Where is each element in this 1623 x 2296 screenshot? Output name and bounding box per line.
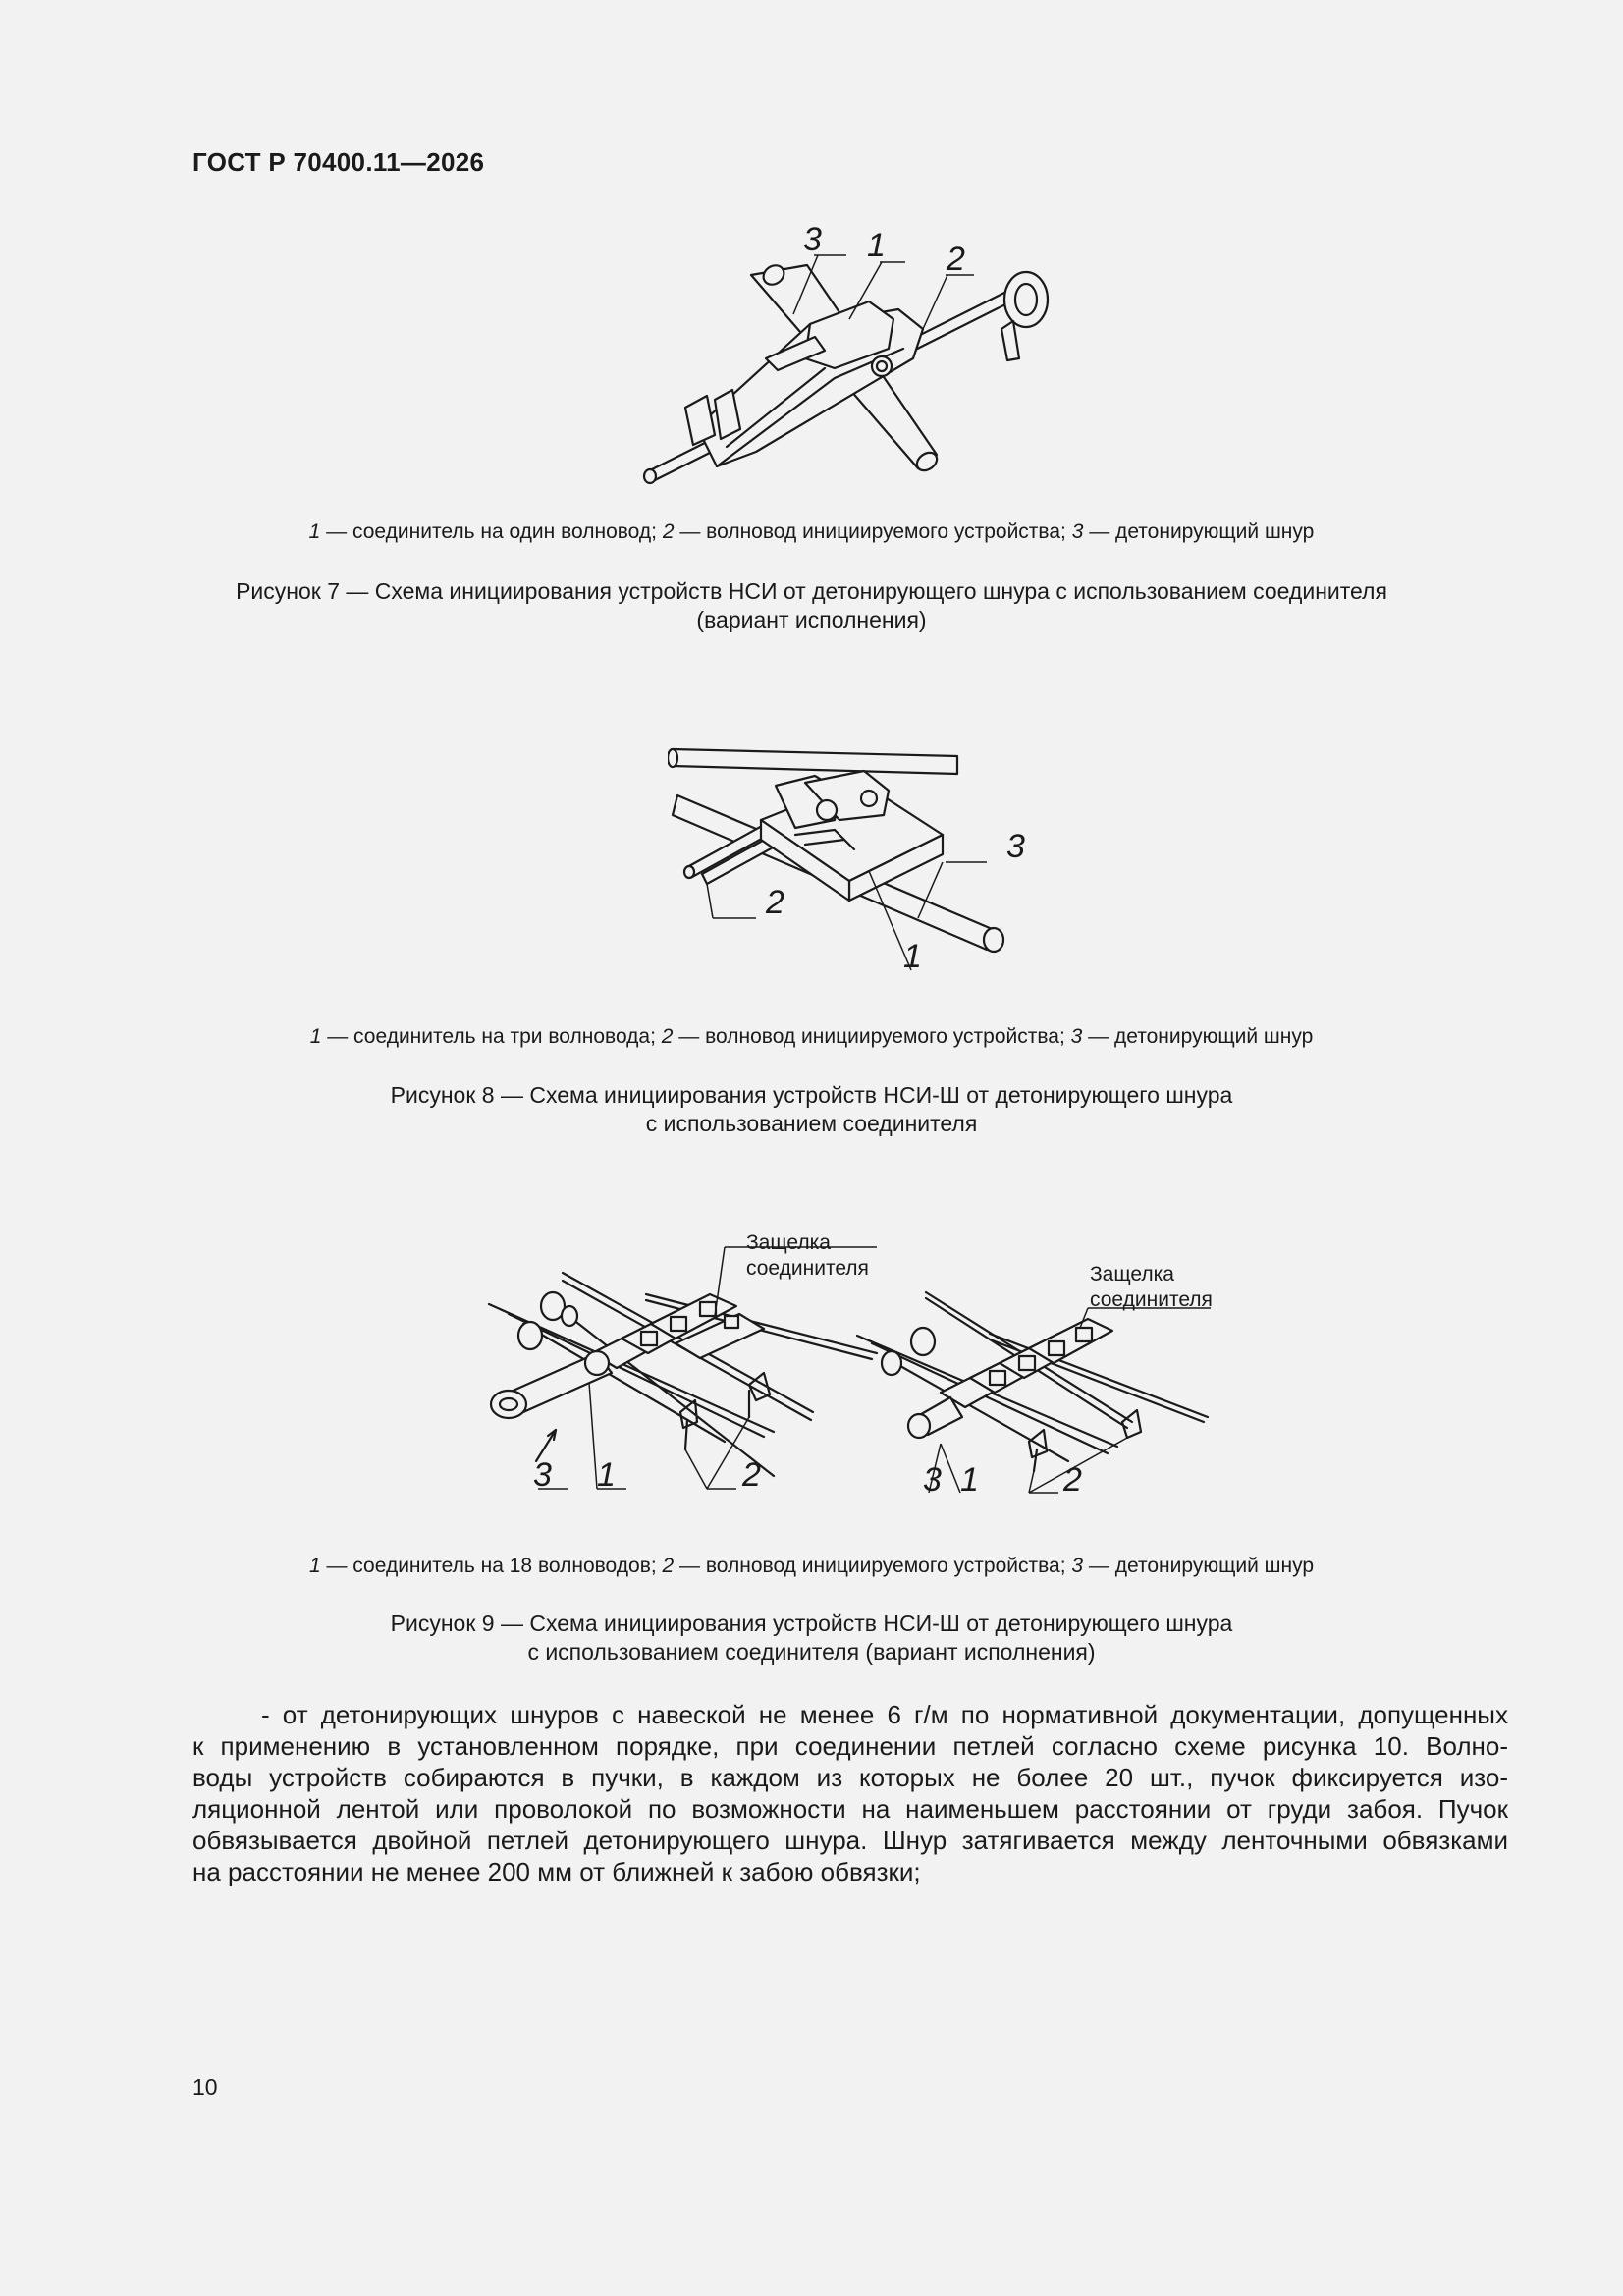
figure-8-legend: 1 — соединитель на три волновода; 2 — волновод инициируемого устройства; 3 — детонирующий шнур: [309, 1025, 1314, 1048]
figure-9-caption: Рисунок 9 — Схема инициирования устройств НСИ-Ш от детонирующего шнура с использованием соединителя (вариант исполнения): [390, 1611, 1233, 1665]
figure-9-right-label-3: 3: [923, 1461, 942, 1499]
figure-9-left-latch-line2: соединителя: [746, 1257, 869, 1280]
figure-9-left-assembly: [489, 1231, 877, 1494]
figure-9-right-label-1: 1: [960, 1461, 979, 1499]
paragraph-line: ляционной лентой или проволокой по возможности на наименьшем расстоянии от груди забоя. Пучок: [192, 1794, 1508, 1824]
figure-9-right-assembly: [857, 1263, 1213, 1499]
paragraph-line: обвязывается двойной петлей детонирующего шнура. Шнур затягивается между ленточными обвязками: [192, 1826, 1508, 1855]
paragraph-line: на расстоянии не менее 200 мм от ближней к забою обвязки;: [192, 1857, 921, 1886]
figure-9-left-label-2: 2: [742, 1456, 761, 1494]
figure-9-drawing: [479, 1226, 1225, 1501]
figure-9-legend: 1 — соединитель на 18 волноводов; 2 — волновод инициируемого устройства; 3 — детонирующий шнур: [308, 1555, 1315, 1577]
figure-8-drawing: [668, 722, 1051, 992]
figure-9-right-latch-line2: соединителя: [1090, 1288, 1213, 1311]
figure-8-label-3: 3: [1006, 828, 1025, 865]
figure-7-label-2: 2: [947, 241, 965, 278]
paragraph-line: - от детонирующих шнуров с навеской не менее 6 г/м по нормативной документации, допущенных: [261, 1700, 1508, 1729]
figure-8-label-2: 2: [766, 884, 784, 921]
figure-7-caption: Рисунок 7 — Схема инициирования устройств НСИ от детонирующего шнура с использованием соединителя (вариант исполнения): [236, 578, 1387, 632]
figure-7-drawing: [628, 221, 1060, 496]
paragraph-line: к применению в установленном порядке, при соединении петлей согласно схеме рисунка 10. Волно-: [192, 1731, 1508, 1761]
figure-9-left-label-3: 3: [533, 1456, 552, 1494]
paragraph-line: воды устройств собираются в пучки, в каждом из которых не более 20 шт., пучок фиксируется изо-: [192, 1763, 1508, 1792]
figure-9-right-label-2: 2: [1063, 1461, 1082, 1499]
figure-9-left-latch-line1: Защелка: [746, 1231, 831, 1254]
figure-8-label-1: 1: [903, 938, 922, 975]
standard-header: ГОСТ Р 70400.11—2026: [192, 147, 485, 177]
figure-7-label-1: 1: [867, 227, 886, 264]
figure-7-label-3: 3: [803, 221, 822, 258]
figure-7-legend: 1 — соединитель на один волновод; 2 — волновод инициируемого устройства; 3 — детонирующий шнур: [308, 520, 1315, 543]
figure-8-caption: Рисунок 8 — Схема инициирования устройств НСИ-Ш от детонирующего шнура с использованием соединителя: [390, 1082, 1233, 1136]
page-number: 10: [192, 2074, 218, 2100]
figure-9-right-latch-line1: Защелка: [1090, 1263, 1174, 1285]
figure-9-left-label-1: 1: [597, 1456, 616, 1494]
body-paragraph: [192, 1699, 1508, 1887]
